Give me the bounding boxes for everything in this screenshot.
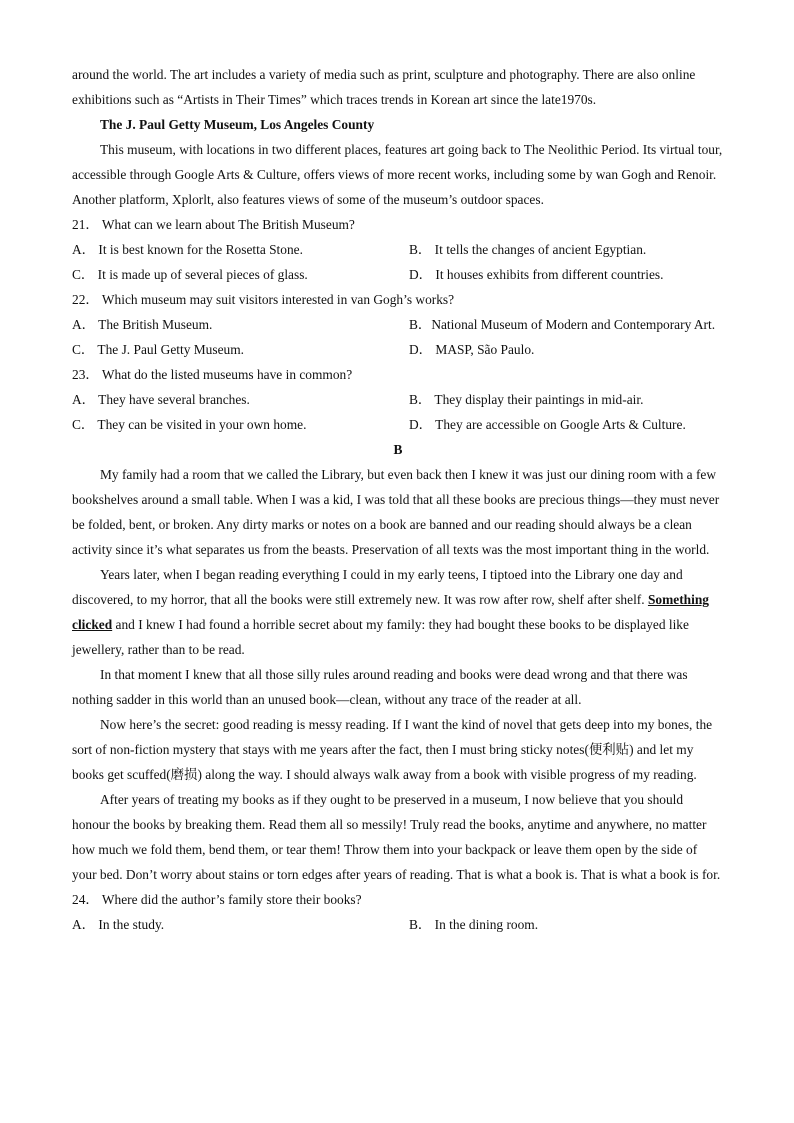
passage-b-paragraph-1: My family had a room that we called the Library, but even back then I knew it was just our dining room with a few bookshelves around a small table. When I was a kid, I was told that all these books are precious things—they must never be folded, bent, or broken. Any dirty marks or notes on a book are banned and our reading should always be a clean activity since it’s what separates us from the beasts. Preservation of all texts was the most important thing in the world. xyxy=(72,467,720,557)
options-grid xyxy=(72,237,724,287)
getty-text: This museum, with locations in two different places, features art going back to The Neolithic Period. Its virtual tour, accessible through Google Arts & Culture, offers views of more recent works, including some by wan Gogh and Renoir. Another platform, Xplorlt, also features views of some of the museum’s outdoor spaces. xyxy=(72,142,723,207)
question-22 xyxy=(72,287,724,362)
passage-b-paragraph-5: After years of treating my books as if they ought to be preserved in a museum, I now believe that you should honour the books by breaking them. Read them all so messily! Truly read the books, anytime and anywhere, no matter how much we fold them, bend them, or tear them! Throw them into your backpack or leave them open by the side of your bed. Don’t worry about stains or torn edges after years of reading. That is what a book is. That is what a book is for. xyxy=(72,792,721,882)
paragraph-2-rest: and I knew I had found a horrible secret about my family: they had bought these books to be displayed like jewellery, rather than to be read. xyxy=(72,617,689,657)
options-grid xyxy=(72,312,724,362)
question-21 xyxy=(72,212,724,287)
option-d: D． It houses exhibits from different countries. xyxy=(409,267,664,282)
option-a: A． The British Museum. xyxy=(72,317,213,332)
option-a: A． They have several branches. xyxy=(72,392,250,407)
question-24 xyxy=(72,887,724,937)
option-b: B． In the dining room. xyxy=(409,917,539,932)
passage-b-paragraph-4: Now here’s the secret: good reading is messy reading. If I want the kind of novel that gets deep into my bones, the sort of non-fiction mystery that stays with me years after the fact, then I must bring sticky notes(便利贴) and let my books get scuffed(磨损) along the way. I should always walk away from a book with visible progress of my reading. xyxy=(72,717,713,782)
question-stem: 21． What can we learn about The British Museum? xyxy=(72,217,355,232)
section-b-label: B xyxy=(393,442,403,457)
options-grid xyxy=(72,912,724,937)
option-c: C． They can be visited in your own home. xyxy=(72,417,307,432)
option-b: B．National Museum of Modern and Contemporary Art. xyxy=(409,317,716,332)
passage-b-paragraph-2 xyxy=(72,562,724,662)
option-b: B． It tells the changes of ancient Egyptian. xyxy=(409,242,647,257)
option-d: D． They are accessible on Google Arts & Culture. xyxy=(409,417,686,432)
option-a: A． In the study. xyxy=(72,917,165,932)
getty-heading: The J. Paul Getty Museum, Los Angeles County xyxy=(100,117,375,132)
exam-page xyxy=(72,62,724,937)
passage-b-paragraph-3: In that moment I knew that all those silly rules around reading and books were dead wrong and that there was nothing sadder in this world than an unused book—clean, without any trace of the reader at all. xyxy=(72,667,688,707)
option-a: A． It is best known for the Rosetta Stone. xyxy=(72,242,303,257)
underlined-phrase: Something clicked xyxy=(72,592,709,632)
option-b: B． They display their paintings in mid-air. xyxy=(409,392,644,407)
question-stem: 22． Which museum may suit visitors interested in van Gogh’s works? xyxy=(72,292,455,307)
paragraph-2-text: Years later, when I began reading everything I could in my early teens, I tiptoed into the Library one day and discovered, to my horror, that all the books were still extremely new. It was row after row, shelf after shelf. xyxy=(72,567,683,607)
option-c: C． The J. Paul Getty Museum. xyxy=(72,342,244,357)
question-stem: 23． What do the listed museums have in common? xyxy=(72,367,353,382)
option-d: D． MASP, São Paulo. xyxy=(409,342,535,357)
question-23 xyxy=(72,362,724,437)
passage-a-intro: around the world. The art includes a variety of media such as print, sculpture and photography. There are also online exhibitions such as “Artists in Their Times” which traces trends in Korean art since the late1970s. xyxy=(72,67,696,107)
question-stem: 24． Where did the author’s family store their books? xyxy=(72,892,362,907)
option-c: C． It is made up of several pieces of glass. xyxy=(72,267,308,282)
options-grid xyxy=(72,387,724,437)
